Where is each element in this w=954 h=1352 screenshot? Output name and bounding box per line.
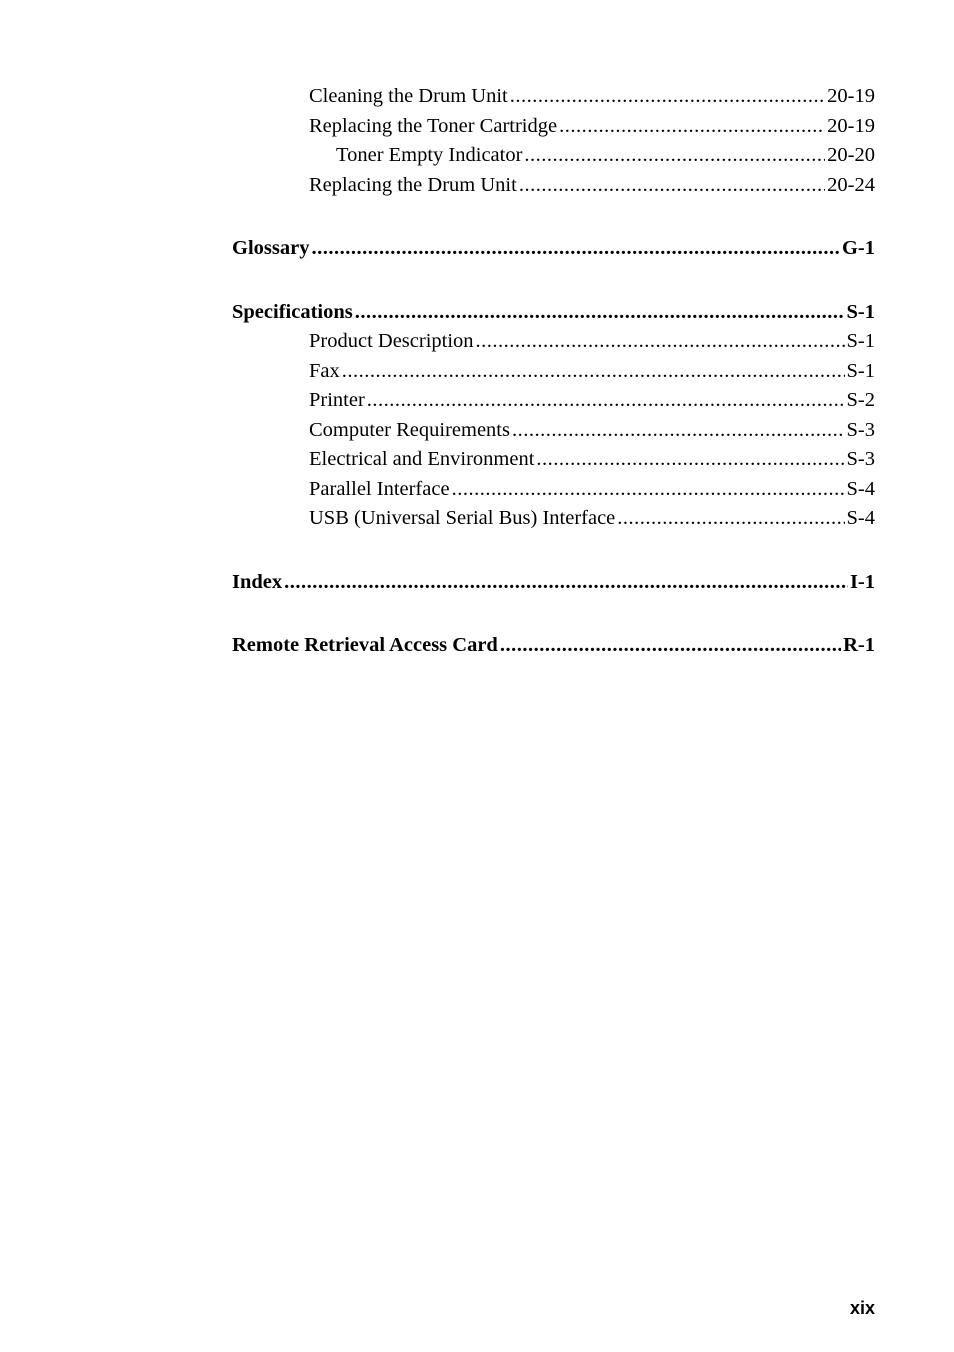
toc-entry-page: S-4 [846,477,875,500]
toc-entry-page: S-2 [846,389,875,411]
section-gap [232,264,875,298]
table-of-contents [232,82,875,661]
section-gap [232,200,875,234]
toc-entry-product-description[interactable] [232,327,875,357]
toc-entry-label: Specifications [232,300,353,323]
section-gap [232,597,875,631]
toc-entry-specifications[interactable] [232,298,875,328]
toc-entry-index[interactable] [232,568,875,598]
toc-entry-label: Computer Requirements [309,418,510,441]
dot-leader [284,568,848,598]
toc-entry-page: 20-20 [827,144,875,166]
toc-entry-computer-requirements[interactable] [232,416,875,446]
toc-entry-page: S-4 [846,507,875,529]
toc-entry-parallel-interface[interactable] [232,475,875,505]
toc-entry-label: Index [232,570,283,593]
toc-entry-label: Product Description [309,330,474,352]
dot-leader [510,82,825,112]
toc-entry-printer[interactable] [232,386,875,416]
toc-entry-page: S-1 [846,300,875,323]
dot-leader [536,445,844,475]
page-number: xix [849,1298,875,1318]
toc-entry-page: S-1 [846,359,875,382]
toc-entry-page: 20-19 [827,85,875,107]
dot-leader [342,357,845,387]
dot-leader [519,171,825,201]
dot-leader [355,298,845,328]
toc-entry-label: Cleaning the Drum Unit [309,85,508,107]
dot-leader [500,631,841,661]
toc-entry-label: Replacing the Toner Cartridge [309,114,558,137]
toc-entry-page: S-3 [846,418,875,441]
toc-entry-page: 20-19 [827,114,875,137]
toc-entry-toner-empty-indicator[interactable] [232,141,875,171]
toc-entry-page: S-3 [846,448,875,470]
toc-entry-page: 20-24 [827,173,875,196]
toc-entry-label: Remote Retrieval Access Card [232,634,498,656]
dot-leader [367,386,845,416]
toc-entry-page: G-1 [841,237,875,259]
toc-entry-usb-interface[interactable] [232,504,875,534]
toc-entry-label: Glossary [232,237,310,259]
dot-leader [311,234,840,264]
toc-entry-page: R-1 [843,634,875,656]
dot-leader [452,475,845,505]
toc-entry-label: Printer [309,389,365,411]
dot-leader [512,416,845,446]
dot-leader [524,141,825,171]
section-gap [232,534,875,568]
toc-entry-electrical-environment[interactable] [232,445,875,475]
toc-entry-page: I-1 [849,570,875,593]
toc-entry-replacing-toner-cartridge[interactable] [232,112,875,142]
toc-entry-page: S-1 [846,330,875,352]
toc-entry-label: Replacing the Drum Unit [309,173,517,196]
toc-entry-remote-retrieval-card[interactable] [232,631,875,661]
toc-entry-label: Electrical and Environment [309,448,535,470]
dot-leader [617,504,844,534]
toc-entry-label: Toner Empty Indicator [336,144,523,166]
toc-entry-glossary[interactable] [232,234,875,264]
toc-entry-label: Parallel Interface [309,477,450,500]
toc-entry-replacing-drum-unit[interactable] [232,171,875,201]
toc-entry-fax[interactable] [232,357,875,387]
dot-leader [559,112,825,142]
toc-entry-label: Fax [309,359,340,382]
toc-entry-cleaning-drum-unit[interactable] [232,82,875,112]
toc-entry-label: USB (Universal Serial Bus) Interface [309,507,616,529]
dot-leader [476,327,845,357]
